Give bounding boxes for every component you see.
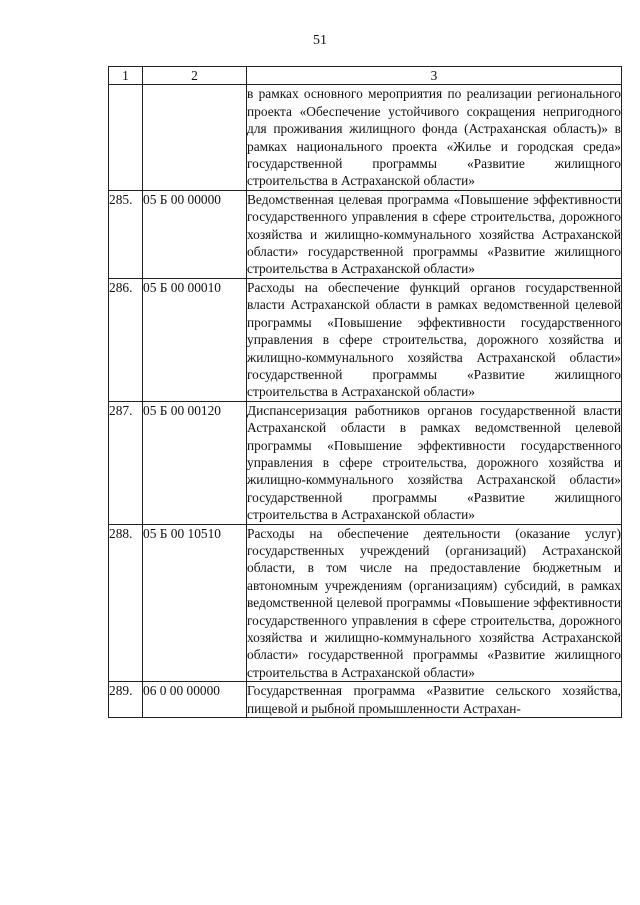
- row-description: Расходы на обеспечение функций органов государственной власти Астраханской области в рамках ведомственной целевой программы «Повышение эффективности государственного управления в сфере строительства, дорожного хозяйства и жилищно-коммунального хозяйства Астраханской области» государственной программы «Развитие жилищного строительства в Астраханской области»: [247, 279, 621, 400]
- row-description: Диспансеризация работников органов государственной власти Астраханской области в рамках ведомственной целевой программы «Повышение эффективности государственного управления в сфере строительства, дорожного хозяйства и жилищно-коммунального хозяйства Астраханской области» государственной программы «Развитие жилищного строительства в Астраханской области»: [247, 402, 621, 523]
- row-description: Государственная программа «Развитие сельского хозяйства, пищевой и рыбной промышленности Астрахан-: [247, 683, 621, 716]
- table-row: [109, 524, 622, 682]
- row-code: 06 0 00 00000: [143, 682, 247, 718]
- row-description: Расходы на обеспечение деятельности (оказание услуг) государственных учреждений (организаций) Астраханской области, в том числе на предоставление бюджетным и автономным учреждениям (организациям) субсидий, в рамках ведомственной целевой программы «Повышение эффективности государственного управления в сфере строительства, дорожного хозяйства и жилищно-коммунального хозяйства Астраханской области» государственной программы «Развитие жилищного строительства в Астраханской области»: [247, 525, 621, 680]
- column-header-2: 2: [143, 67, 247, 85]
- table-header-row: [109, 67, 622, 85]
- row-number: 288.: [109, 524, 143, 682]
- column-header-1: 1: [109, 67, 143, 85]
- row-description: Ведомственная целевая программа «Повышение эффективности государственного управления в сфере строительства, дорожного хозяйства и жилищно-коммунального хозяйства Астраханской области» государственной программы «Развитие жилищного строительства в Астраханской области»: [247, 191, 621, 277]
- table-row: [109, 190, 622, 278]
- column-header-3: 3: [247, 67, 622, 85]
- row-number: 286.: [109, 278, 143, 401]
- row-description: в рамках основного мероприятия по реализации регионального проекта «Обеспечение устойчивого сокращения непригодного для проживания жилищного фонда (Астраханская область)» в рамках национального проекта «Жилье и городская среда» государственной программы «Развитие жилищного строительства в Астраханской области»: [247, 86, 621, 189]
- row-number: 289.: [109, 682, 143, 718]
- row-number: [109, 85, 143, 190]
- row-code: [143, 85, 247, 190]
- table-row: [109, 401, 622, 524]
- row-code: 05 Б 00 10510: [143, 524, 247, 682]
- row-code: 05 Б 00 00120: [143, 401, 247, 524]
- table-row: [109, 682, 622, 718]
- row-code: 05 Б 00 00000: [143, 190, 247, 278]
- row-number: 285.: [109, 190, 143, 278]
- budget-classification-table: [108, 66, 622, 718]
- table-row: [109, 278, 622, 401]
- row-number: 287.: [109, 401, 143, 524]
- page-number: 51: [313, 33, 327, 48]
- row-code: 05 Б 00 00010: [143, 278, 247, 401]
- table-row: [109, 85, 622, 190]
